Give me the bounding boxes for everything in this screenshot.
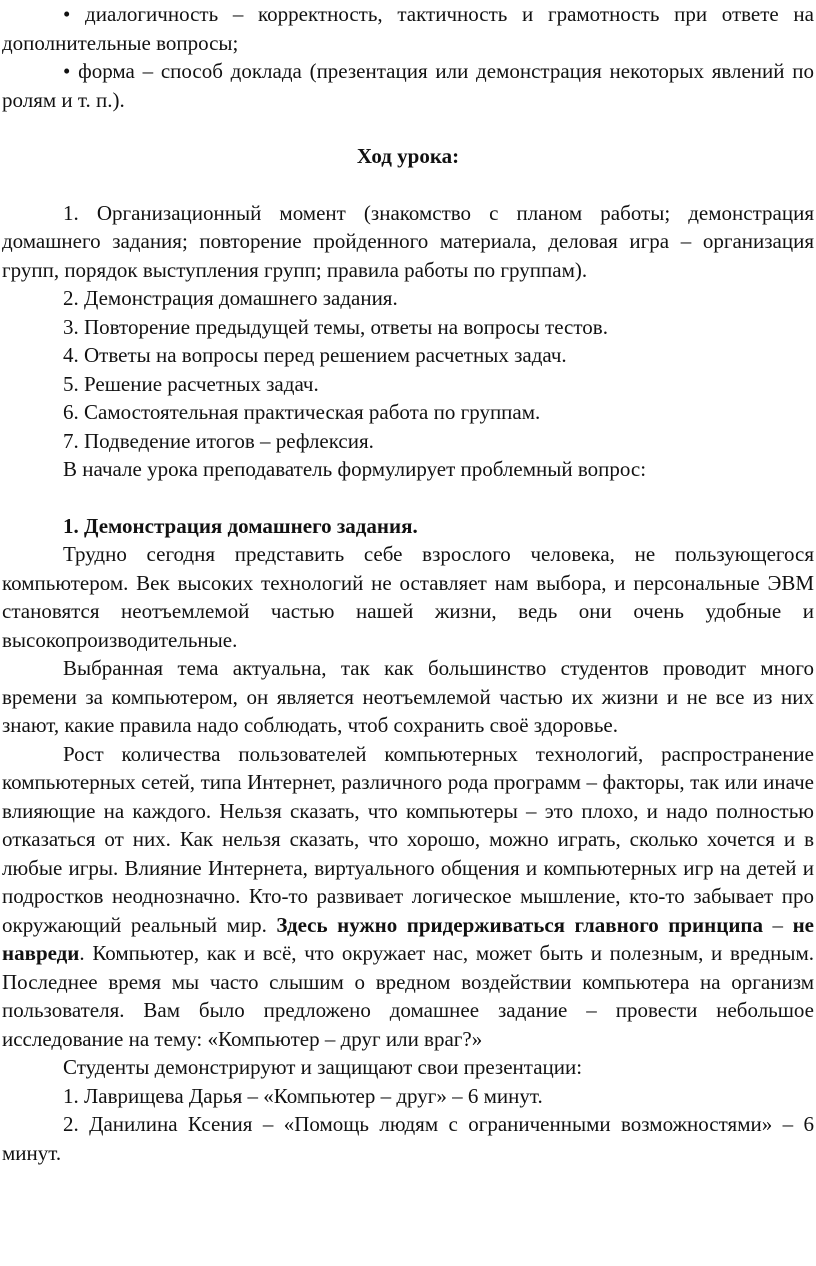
paragraph-principle (2, 740, 814, 1054)
text-span: . Компьютер, как и всё, что окружает нас, может быть и полезным, и вредным. Последнее время мы часто слышим о вредном воздействии компьютера на организм пользователя. Вам было предложено домашнее задание – провести небольшое исследование на тему: «Компьютер – друг или враг?» (2, 941, 814, 1051)
bullet-form: • форма – способ доклада (презентация или демонстрация некоторых явлений по ролям и т. п.). (2, 59, 814, 112)
presentation-item: 1. Лаврищева Дарья – «Компьютер – друг» – 6 минут. (63, 1083, 543, 1108)
plan-item: 4. Ответы на вопросы перед решением расчетных задач. (63, 343, 567, 367)
plan-item: 2. Демонстрация домашнего задания. (63, 286, 398, 310)
presentation-item: 2. Данилина Ксения – «Помощь людям с ограниченными возможностями» – 6 минут. (2, 1112, 814, 1165)
plan-item: 6. Самостоятельная практическая работа по группам. (63, 400, 541, 424)
bullet-dialogue: • диалогичность – корректность, тактичность и грамотность при ответе на дополнительные вопросы; (2, 2, 814, 55)
bold-do-no-harm: не навреди (2, 912, 814, 965)
paragraph: Студенты демонстрируют и защищают свои презентации: (63, 1055, 583, 1079)
text-span: Рост количества пользователей компьютерных технологий, распространение компьютерных сетей, типа Интернет, различного рода программ – факторы, так или иначе влияющие на каждого. Нельзя сказать, что компьютеры – это плохо, и надо полностью отказаться от них. Как нельзя сказать, что хорошо, можно играть, сколько хочется и в любые игры. Влияние Интернета, виртуального общения и компьютерных игр на детей и подростков неоднозначно. Кто-то развивает логическое мышление, кто-то забывает про окружающий реальный мир. (2, 741, 814, 937)
bold-principle: Здесь нужно придерживаться главного принципа (276, 912, 764, 937)
spacer (2, 484, 814, 512)
plan-item: 1. Организационный момент (знакомство с планом работы; демонстрация домашнего задания; повторение пройденного материала, деловая игра – организация групп, порядок выступления групп; правила работы по группам). (2, 200, 814, 282)
paragraph: Выбранная тема актуальна, так как большинство студентов проводит много времени за компьютером, он является неотъемлемой частью их жизни и не все из них знают, какие правила надо соблюдать, чтоб сохранить своё здоровье. (2, 656, 814, 737)
intro-sentence: В начале урока преподаватель формулирует проблемный вопрос: (63, 457, 647, 481)
text-span: – (763, 912, 793, 937)
subheading: 1. Демонстрация домашнего задания. (63, 513, 418, 538)
plan-item: 3. Повторение предыдущей темы, ответы на вопросы тестов. (63, 314, 608, 339)
plan-item: 5. Решение расчетных задач. (63, 371, 319, 396)
spacer (2, 171, 814, 199)
paragraph: Трудно сегодня представить себе взрослого человека, не пользующегося компьютером. Век высоких технологий не оставляет нам выбора, и персональные ЭВМ становятся неотъемлемой частью нашей жизни, ведь они очень удобные и высокопроизводительные. (2, 542, 814, 652)
section-title: Ход урока: (356, 144, 460, 168)
spacer (2, 114, 814, 142)
plan-item: 7. Подведение итогов – рефлексия. (63, 428, 374, 453)
